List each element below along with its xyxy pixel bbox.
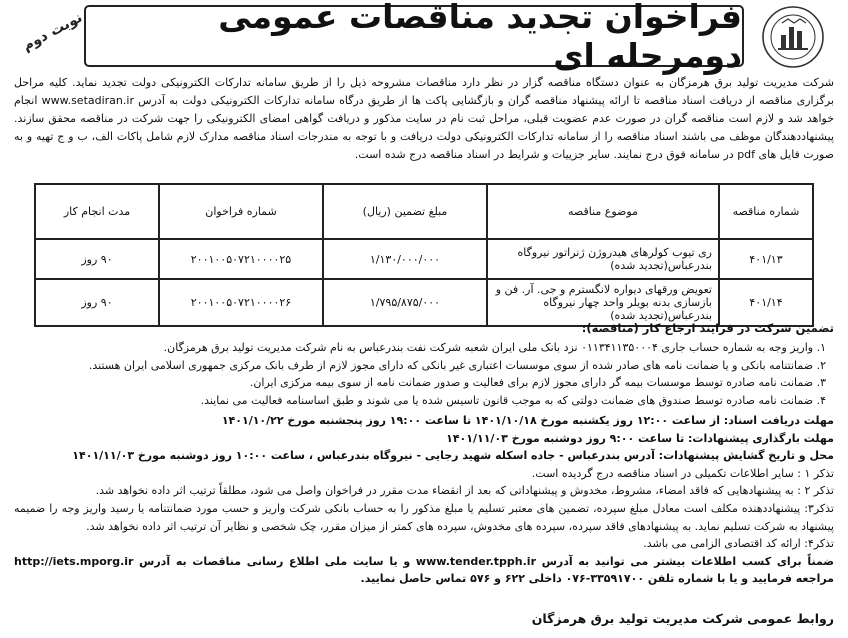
tender-table — [34, 183, 814, 327]
title-frame — [84, 0, 744, 75]
call-number: ۲۰۰۱۰۰۵۰۷۲۱۰۰۰۰۲۶ — [159, 279, 323, 326]
guarantee-amount: ۱/۷۹۵/۸۷۵/۰۰۰ — [323, 279, 487, 326]
list-item: ۱. واریز وجه به شماره حساب جاری ۰۱۱۳۴۱۱۳۵۰۰۰۴ نزد بانک ملی ایران شعبه شرکت نفت بندرعباس به نام شرکت مدیریت تولید برق هرمزگان. — [163, 341, 826, 354]
intro-paragraph: شرکت مدیریت تولید برق هرمزگان به عنوان دستگاه مناقصه گزار در نظر دارد مناقصات مشروحه ذیل را از طریق سامانه تدارکات الکترونیکی دولت تجدید نماید. کلیه مراحل برگزاری مناقصه از دریافت اسناد مناقصه تا ارائه پیشنهاد مناقصه گران و بازگشایی پاکت ها از طریق درگاه سامانه تدارکات الکترونیکی دولت به آدرس www.setadiran.ir انجام خواهد شد و لازم است مناقصه گران در صورت عدم عضویت قبلی، مراحل ثبت نام در سایت مذکور و دریافت گواهی امضای الکترونیکی را جهت شرکت در مناقصه محقق سازند. پیشنهاددهندگان موظف می باشند اسناد مناقصه را از سامانه تدارکات الکترونیکی دولت دریافت و با توجه به مندرجات اسناد مناقصه مدارک لازم شامل پاکات الف، ب و ج تهیه و به صورت فایل های pdf در سامانه فوق درج نمایند. سایر جزییات و شرایط در اسناد مناقصه درج شده است. — [14, 76, 834, 161]
tender-number: ۴۰۱/۱۴ — [719, 279, 813, 326]
guarantee-heading: تضمین شرکت در فرایند ارجاع کار (مناقصه): — [581, 321, 834, 335]
work-duration: ۹۰ روز — [35, 239, 159, 279]
col-guarantee-header: مبلغ تضمین (ریال) — [323, 184, 487, 239]
note-item: تذکر۳: پیشنهاددهنده مکلف است معادل مبلغ سپرده، تضمین های معتبر تسلیم یا مبلغ مذکور را به حساب بانکی شرکت واریز و حسب مورد ضمانتنامه یا رسید واریز وجه را ضمیمه پیشنهاد به شرکت تسلیم نماید. به پیشنهادهای فاقد سپرده، سپرده های مخدوش، سپرده های کمتر از میزان مقرر، چک شخصی و نظایر آن ترتیب اثر داده نخواهد شد. — [14, 501, 834, 533]
list-item: ۴. ضمانت نامه صادره توسط صندوق های ضمانت دولتی که به موجب قانون تاسیس شده یا می شوند و طبق اساسنامه فعالیت می نمایند. — [200, 393, 826, 407]
tender-subject: تعویض ورقهای دیواره لانگسترم و جی. آر. فن و بازسازی بدنه بویلر واحد چهار نیروگاه بندرعباس(تجدید شده) — [487, 279, 719, 326]
tender-number: ۴۰۱/۱۳ — [719, 239, 813, 279]
submit-deadline: مهلت بارگذاری پیشنهادات: تا ساعت ۹:۰۰ روز دوشنبه مورخ ۱۴۰۱/۱۱/۰۳ — [446, 431, 834, 445]
guarantee-list — [14, 339, 826, 409]
deadlines-and-notes — [14, 412, 834, 588]
receive-deadline: مهلت دریافت اسناد: از ساعت ۱۲:۰۰ روز یکشنبه مورخ ۱۴۰۱/۱۰/۱۸ تا ساعت ۱۹:۰۰ روز پنجشنبه مورخ ۱۴۰۱/۱۰/۲۲ — [221, 414, 834, 427]
round-stamp: نوبت دوم — [20, 9, 86, 55]
table-row — [35, 239, 813, 279]
work-duration: ۹۰ روز — [35, 279, 159, 326]
opening-info: محل و تاریخ گشایش پیشنهادات: آدرس بندرعباس - جاده اسکله شهید رجایی - نیروگاه بندرعباس ، ساعت ۱۰:۰۰ روز دوشنبه مورخ ۱۴۰۱/۱۱/۰۳ — [72, 449, 834, 463]
list-item: ۲. ضمانتنامه بانکی و یا ضمانت نامه های صادر شده از سوی موسسات اعتباری غیر بانکی که دارای مجوز لازم از طرف بانک مرکزی جمهوری اسلامی ایران هستند. — [88, 358, 826, 372]
col-call-header: شماره فراخوان — [159, 184, 323, 239]
col-number-header: شماره مناقصه — [719, 184, 813, 239]
contact-info: ضمناً برای کسب اطلاعات بیشتر می توانید به آدرس www.tender.tpph.ir و یا سایت ملی اطلاع رسانی مناقصات به آدرس http://iets.mporg.ir مراجعه فرمایید و یا با شماره تلفن ۳۳۵۹۱۷۰۰-۰۷۶ داخلی ۶۲۲ و ۵۷۶ تماس حاصل نمایید. — [14, 554, 835, 586]
signature-line: روابط عمومی شرکت مدیریت تولید برق هرمزگان — [531, 611, 834, 626]
col-subject-header: موضوع مناقصه — [487, 184, 719, 239]
company-logo-icon — [758, 5, 828, 69]
table-header-row — [35, 184, 813, 239]
note-item: تذکر ۱ : سایر اطلاعات تکمیلی در اسناد مناقصه درج گردیده است. — [531, 466, 834, 480]
tender-subject: ری تیوب کولرهای هیدروژن ژنراتور نیروگاه بندرعباس(تجدید شده) — [487, 239, 719, 279]
table-row — [35, 279, 813, 326]
call-number: ۲۰۰۱۰۰۵۰۷۲۱۰۰۰۰۲۵ — [159, 239, 323, 279]
list-item: ۳. ضمانت نامه صادره توسط موسسات بیمه گر دارای مجوز لازم برای فعالیت و صدور ضمانت نامه از سوی بیمه مرکزی ایران. — [249, 376, 826, 390]
col-duration-header: مدت انجام کار — [35, 184, 159, 239]
guarantee-amount: ۱/۱۳۰/۰۰۰/۰۰۰ — [323, 239, 487, 279]
page-title: فراخوان تجدید مناقصات عمومی دومرحله ای — [218, 0, 742, 75]
note-item: تذکر ۲ : به پیشنهادهایی که فاقد امضاء، مشروط، مخدوش و پیشنهاداتی که بعد از انقضاء مدت مقرر در فراخوان واصل می شود، مطلقاً ترتیب اثر داده نخواهد شد. — [95, 484, 834, 498]
note-item: تذکر۴: ارائه کد اقتصادی الزامی می باشد. — [643, 537, 834, 551]
